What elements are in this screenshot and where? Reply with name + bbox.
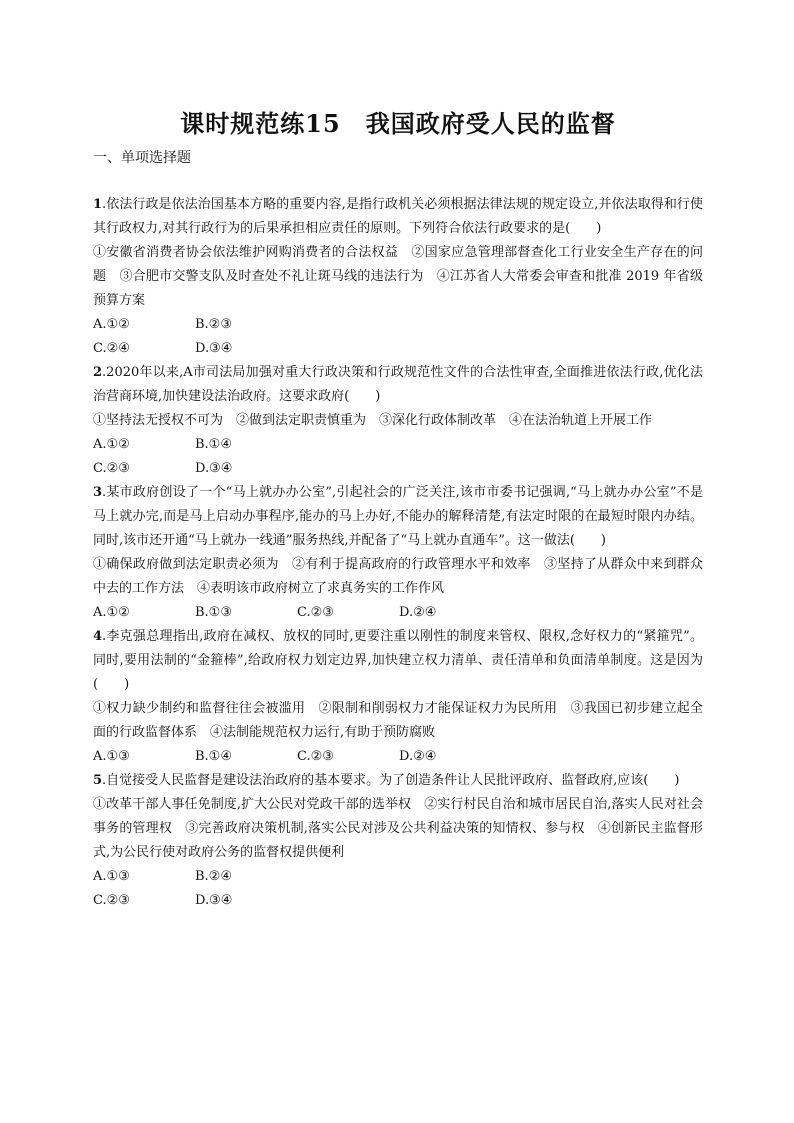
question-number: 1: [93, 197, 103, 212]
option-c[interactable]: C.②④: [93, 341, 130, 356]
question-statements: ①改革干部人事任免制度,扩大公民对党政干部的选举权 ②实行村民自治和城市居民自治,落实人民对社会事务的管理权 ③完善政府决策机制,落实公民对涉及公共利益决策的知情权、参与权 ④创新民主监督形式,为公民行使对政府公务的监督权提供便利: [93, 797, 703, 860]
option-c[interactable]: C.②③: [93, 461, 130, 476]
option-c[interactable]: C.②③: [297, 749, 334, 764]
option-c[interactable]: C.②③: [297, 605, 334, 620]
option-a[interactable]: A.①②: [93, 437, 130, 452]
question-stem: [93, 193, 703, 241]
question-number: 3: [93, 485, 103, 500]
option-a[interactable]: A.①③: [93, 869, 130, 884]
question-2: [93, 361, 703, 481]
question-stem: [93, 361, 703, 409]
option-b[interactable]: B.②④: [195, 869, 232, 884]
question-text: .李克强总理指出,政府在减权、放权的同时,更要注重以刚性的制度来管权、限权,念好权力的“紧箍咒”。同时,要用法制的“金箍棒”,给政府权力划定边界,加快建立权力清单、责任清单和负面清单制度。这是因为( ): [93, 629, 703, 692]
option-d[interactable]: D.②④: [399, 605, 437, 620]
question-number: 4: [93, 629, 103, 644]
page-title: 课时规范练15 我国政府受人民的监督: [180, 109, 616, 138]
question-text: .自觉接受人民监督是建设法治政府的基本要求。为了创造条件让人民批评政府、监督政府,应该( ): [102, 773, 680, 788]
question-statements: ①确保政府做到法定职责必须为 ②有利于提高政府的行政管理水平和效率 ③坚持了从群众中来到群众中去的工作方法 ④表明该市政府树立了求真务实的工作作风: [93, 557, 703, 596]
options-row: [93, 433, 703, 457]
option-a[interactable]: A.①③: [93, 749, 130, 764]
option-b[interactable]: B.①④: [195, 437, 232, 452]
option-b[interactable]: B.②③: [195, 317, 232, 332]
question-statements: ①安徽省消费者协会依法维护网购消费者的合法权益 ②国家应急管理部督查化工行业安全生产存在的问题 ③合肥市交警支队及时查处不礼让斑马线的违法行为 ④江苏省人大常委会审查和批准 2019 年省级预算方案: [93, 245, 703, 308]
option-d[interactable]: D.③④: [195, 341, 233, 356]
question-number: 2: [93, 365, 103, 380]
options-row: [93, 313, 703, 337]
question-text: .2020年以来,A市司法局加强对重大行政决策和行政规范性文件的合法性审查,全面推进依法行政,优化法治营商环境,加快建设法治政府。这要求政府( ): [93, 365, 703, 404]
question-text: .某市政府创设了一个“马上就办办公室”,引起社会的广泛关注,该市市委书记强调,“马上就办办公室”不是马上就办完,而是马上启动办事程序,能办的马上办好,不能办的解释清楚,有法定时限的在最短时限内办结。同时,该市还开通“马上就办一线通”服务热线,并配备了“马上就办直通车”。这一做法( ): [93, 485, 703, 548]
option-b[interactable]: B.①④: [195, 749, 232, 764]
option-c[interactable]: C.②③: [93, 893, 130, 908]
options-row: [93, 337, 703, 361]
section-heading: 一、单项选择题: [93, 150, 191, 166]
question-5: [93, 769, 703, 913]
option-a[interactable]: A.①②: [93, 317, 130, 332]
question-statements: ①坚持法无授权不可为 ②做到法定职责慎重为 ③深化行政体制改革 ④在法治轨道上开展工作: [93, 413, 653, 428]
options-row: [93, 745, 703, 769]
question-4: [93, 625, 703, 769]
option-a[interactable]: A.①②: [93, 605, 130, 620]
question-stem: [93, 769, 703, 793]
options-row: [93, 601, 703, 625]
option-b[interactable]: B.①③: [195, 605, 232, 620]
option-d[interactable]: D.③④: [195, 461, 233, 476]
question-stem: [93, 625, 703, 697]
question-stem: [93, 481, 703, 553]
question-1: [93, 193, 703, 361]
question-list: [93, 193, 703, 913]
options-row: [93, 889, 703, 913]
question-text: .依法行政是依法治国基本方略的重要内容,是指行政机关必须根据法律法规的规定设立,并依法取得和行使其行政权力,对其行政行为的后果承担相应责任的原则。下列符合依法行政要求的是( ): [93, 197, 703, 236]
options-row: [93, 457, 703, 481]
option-d[interactable]: D.③④: [195, 893, 233, 908]
question-3: [93, 481, 703, 625]
question-statements: ①权力缺少制约和监督往往会被滥用 ②限制和削弱权力才能保证权力为民所用 ③我国已初步建立起全面的行政监督体系 ④法制能规范权力运行,有助于预防腐败: [93, 701, 703, 740]
question-number: 5: [93, 773, 103, 788]
option-d[interactable]: D.②④: [399, 749, 437, 764]
options-row: [93, 865, 703, 889]
